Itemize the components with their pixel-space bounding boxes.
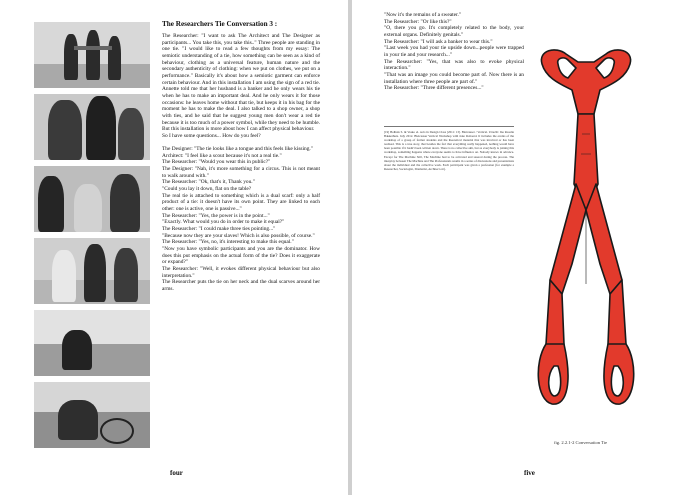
paragraph: The Designer: "Nah, it's more something for a circus. This is not meant to walk around with." — [162, 166, 320, 179]
paragraph: "Because now they are your slaves! Which is also possible, of course." — [162, 232, 315, 239]
photo-group-standing — [34, 22, 150, 88]
paragraph: Architect: "I feel like a scout because it's not a real tie." — [162, 152, 282, 159]
figure-caption: fig. 2.2.1-2 Conversation Tie — [554, 440, 608, 445]
left-page — [0, 0, 348, 495]
footnote: [19] Bolhuis S. & Vosko el. Acts in Design Class [2011: 13]. Bleicauser / Vertical. Utrecht: Ina Rosalie Bakkerhuis. July 2012. Bleicauser Vertical Workshop with Joke Robaard. It includes the events of the workshop of a group of former students and the theoretical material that was involved or has been realised. This is a true story, that besides the fact that everything really happened, nothing would have been possible if it hadn't been written down. There is no collective aim, but as everybody is joining this workshop, something happens where everyone seems to have influence on. Nobody knows in advance. Except for The Machine Still, The Machine had to be activated and steered during the process. The interplay between The Machine and The Professionals results in a series of discussions and presentations about the individual and the collective work. Each participant was given a profession (for example a Researcher, Sociologist, Dramatist, Architect etc). — [384, 126, 514, 171]
paragraph: The Researcher: "Or like this?" — [384, 18, 452, 25]
page-title: The Researchers Tie Conversation 3 : — [162, 20, 278, 28]
photo-group-wearing-tie — [34, 238, 150, 304]
paragraph: The Researcher: "I want to ask The Architect and The Designer as participants... You take this, you take this.." Three people are standing in one tie. "I would like to read a few thoughts from my essay: The semiotic understanding of a tie, how something can be seen as a kind of behaviour, clothing as a universal feature, human nature and the secondary authenticity of clothing: when we put on clothes, we put on a performance." Basically it's about how a semiotic garment can enforce certain behaviour. And in this installation I am using the sign of a red tie. Annette told me that her husband is a banker and he only wears his tie when he has to make an important deal. And he only wears it for those occasions: he leaves home without that tie, but keeps it in his bag for the moment he has to make the deal. I also talked to a shop owner, a shop with ties, and he said that he suggest young men don't wear a red tie because it is too much of a power symbol, while they need to be humble. But this installation is more about how I can affect physical behaviour. — [162, 33, 320, 133]
conversation-tie-illustration — [532, 44, 640, 424]
paragraph: The Researcher: "Would you wear this in public?" — [162, 159, 271, 166]
paragraph: The Researcher: "Yes, no, it's interesting to make this equal." — [162, 239, 294, 246]
paragraph: The Researcher: "Three different presences..." — [384, 85, 484, 92]
conversation-text-continued — [384, 12, 524, 92]
photo-person-kneeling — [34, 310, 150, 376]
paragraph: The Researcher: "Yes, the power is in the point..." — [162, 212, 270, 219]
paragraph: The Researcher: "I could make three ties pointing..." — [162, 225, 276, 232]
paragraph: "Could you lay it down, flat on the table? — [162, 186, 252, 193]
page-number: four — [170, 469, 183, 477]
paragraph: The Researcher puts the tie on her neck and the dual scarves around her arms. — [162, 279, 320, 292]
photo-group-talking — [34, 166, 150, 232]
paragraph: The Designer: "The tie looks like a tongue and this feels like kissing." — [162, 146, 313, 153]
photo-column — [34, 22, 150, 454]
paragraph: The Researcher: "I will ask a banker to wear this." — [384, 38, 493, 45]
page-number: five — [524, 469, 535, 477]
right-page — [352, 0, 700, 495]
paragraph: "That was an image you could become part of. Now there is an installation where three people are part of." — [384, 71, 524, 85]
photo-group-closeup — [34, 94, 150, 160]
conversation-text — [162, 20, 320, 293]
paragraph: The Researcher: "Well, it evokes different physical behaviour but also interpretation." — [162, 265, 320, 279]
paragraph: "Now it's the remains of a sweater." — [384, 12, 462, 18]
paragraph: "Now you have symbolic participants and you are the dominator. How does this put emphasis on the actual form of the tie? Does it exaggerate or expand?" — [162, 245, 320, 266]
paragraph: "Exactly. What would you do in order to make it equal?" — [162, 219, 285, 226]
paragraph: The Researcher: "Yes, that was also to evoke physical interaction." — [384, 58, 524, 72]
paragraph: The real tie is attached to something which is a dual scarf: only a half product of a tie: it doesn't have its own point. They are linked to each other: one is active, one is passive..." — [162, 192, 320, 212]
photo-person-on-floor — [34, 382, 150, 448]
paragraph: The Researcher: "Ok, that's it, Thank you." — [162, 179, 255, 186]
paragraph: "O, there you go. It's completely related to the body, your external organs. Definitely genitals." — [384, 25, 524, 38]
paragraph: So I have some questions... How do you feel? — [162, 132, 261, 139]
paragraph: "Last week you had your tie upside down...people were trapped in your tie and your research..." — [384, 45, 524, 58]
